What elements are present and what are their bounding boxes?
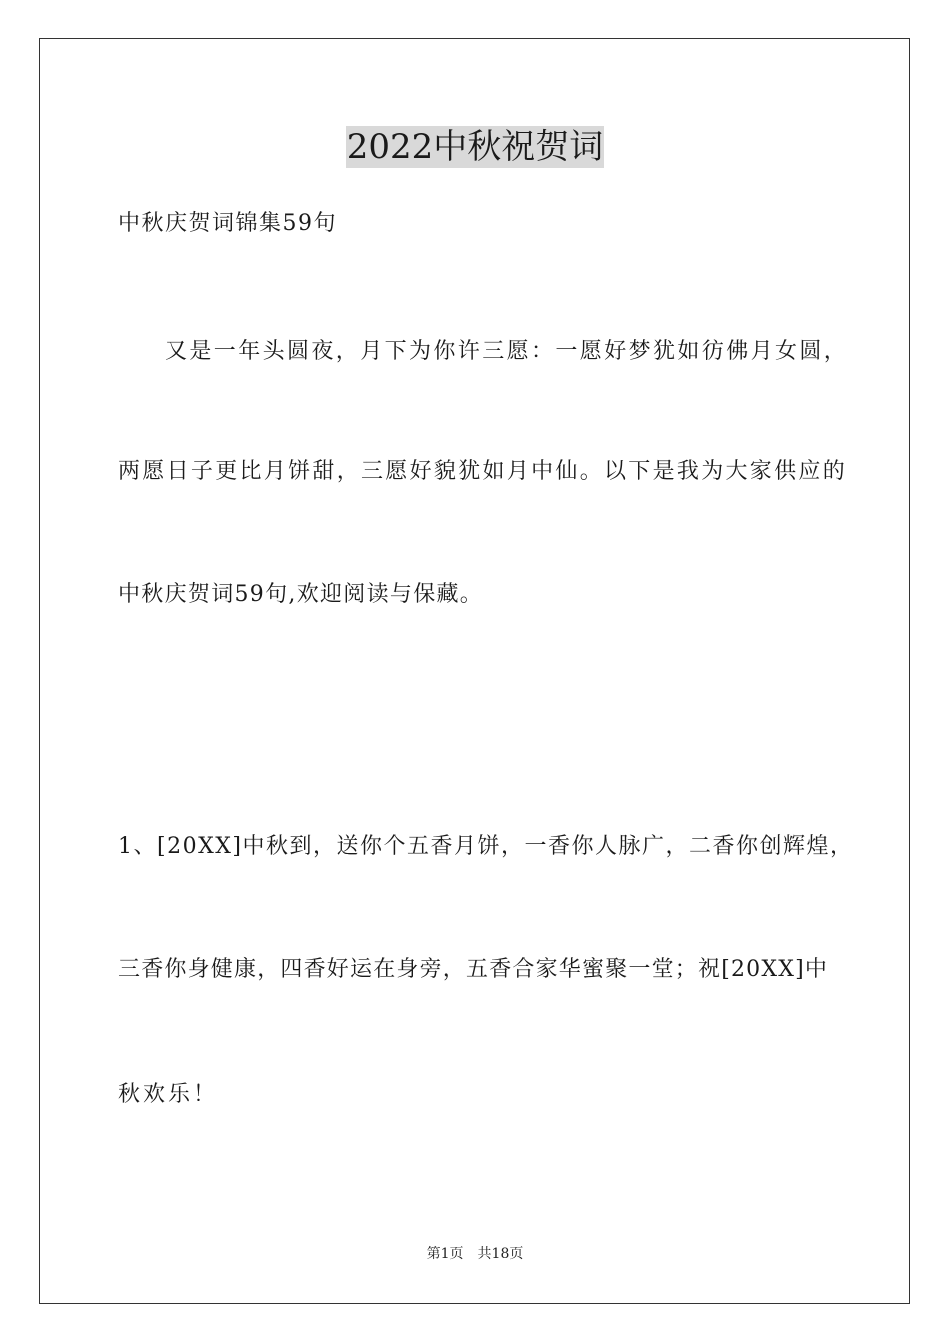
page-number-total: 共18页 — [477, 1246, 524, 1262]
paragraph-2-line-1: 1、[20XX]中秋到，送你个五香月饼，一香你人脉广，二香你创辉煌， — [118, 834, 854, 859]
paragraph-1-line-3: 中秋庆贺词59句,欢迎阅读与保藏。 — [118, 582, 484, 607]
paragraph-2-line-3: 秋欢乐！ — [118, 1082, 219, 1107]
page-footer — [0, 1244, 950, 1264]
document-subtitle: 中秋庆贺词锦集59句 — [118, 211, 337, 236]
document-title: 2022中秋祝贺词 — [346, 127, 604, 167]
paragraph-2-line-2: 三香你身健康，四香好运在身旁，五香合家华蜜聚一堂；祝[20XX]中 — [118, 957, 829, 982]
page-number-current: 第1页 — [426, 1246, 464, 1262]
paragraph-1-line-2: 两愿日子更比月饼甜，三愿好貌犹如月中仙。以下是我为大家供应的 — [118, 459, 848, 484]
paragraph-1-line-1: 又是一年头圆夜，月下为你许三愿：一愿好梦犹如彷佛月女圆， — [165, 339, 849, 364]
title-container — [0, 126, 950, 168]
